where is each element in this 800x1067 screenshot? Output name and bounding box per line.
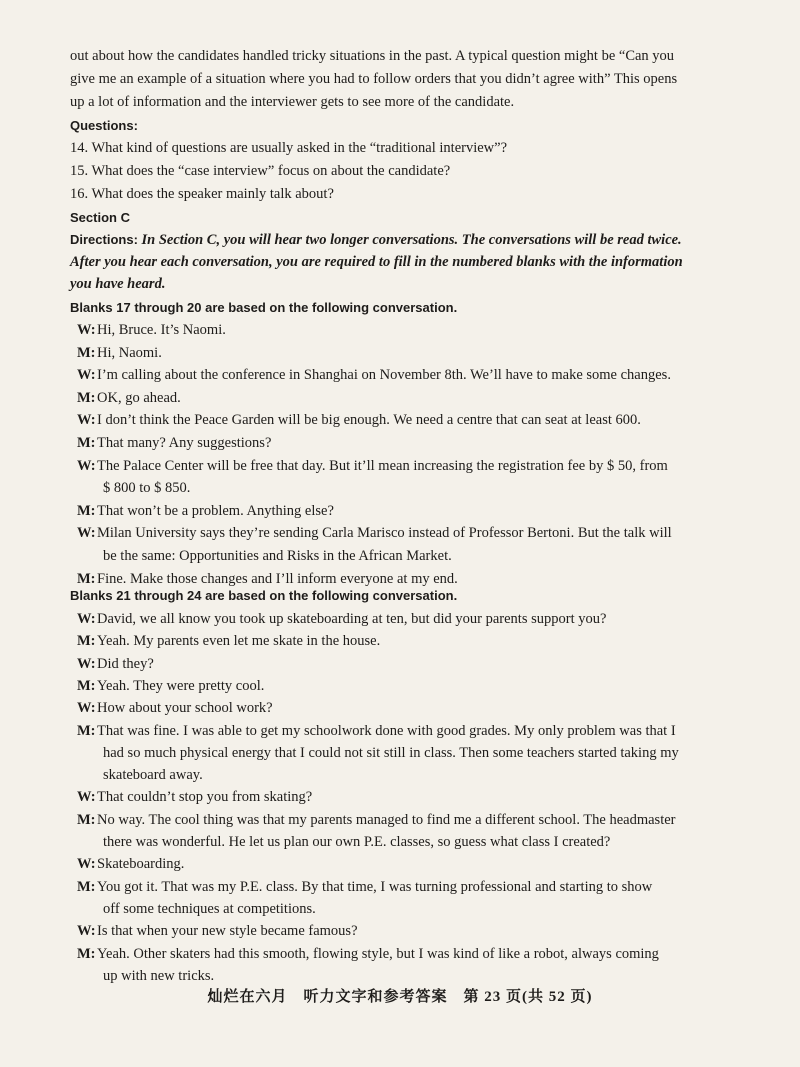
dialogue-line — [77, 631, 697, 651]
dialogue-line — [77, 365, 697, 385]
conv2-heading: Blanks 21 through 24 are based on the following conversation. — [70, 588, 458, 603]
dialogue-text: That won’t be a problem. Anything else? — [97, 502, 334, 519]
page-footer: 灿烂在六月 听力文字和参考答案 第 23 页(共 52 页) — [207, 989, 593, 1005]
directions-line-2: After you hear each conversation, you are required to fill in the numbered blanks with the information — [70, 254, 683, 270]
speaker-label: M: — [77, 945, 96, 962]
dialogue-line — [77, 787, 697, 807]
directions-line-3: you have heard. — [70, 276, 166, 292]
speaker-label: W: — [77, 789, 96, 806]
dialogue-line — [77, 523, 697, 543]
dialogue-line — [77, 478, 697, 498]
dialogue-line — [77, 944, 697, 964]
dialogue-line — [77, 433, 697, 453]
intro-line-3: up a lot of information and the interviewer gets to see more of the candidate. — [70, 94, 515, 110]
speaker-label: W: — [77, 856, 96, 873]
dialogue-line — [77, 765, 697, 785]
intro-line-2: give me an example of a situation where you had to follow orders that you didn’t agree with” This opens — [70, 71, 678, 87]
dialogue-text: off some techniques at competitions. — [103, 900, 316, 917]
dialogue-text: No way. The cool thing was that my parents managed to find me a different school. The headmaster — [97, 811, 676, 828]
dialogue-text: Milan University says they’re sending Carla Marisco instead of Professor Bertoni. But the talk will — [97, 525, 672, 542]
section-heading: Section C — [70, 210, 130, 225]
dialogue-text: That was fine. I was able to get my schoolwork done with good grades. My only problem was that I — [97, 722, 676, 739]
speaker-label: M: — [77, 570, 96, 587]
dialogue-line — [77, 654, 697, 674]
dialogue-text: Fine. Make those changes and I’ll inform everyone at my end. — [97, 570, 458, 587]
dialogue-line — [77, 899, 697, 919]
speaker-label: W: — [77, 367, 96, 384]
directions-line-1 — [70, 230, 690, 250]
dialogue-line — [77, 810, 697, 830]
dialogue-line — [77, 832, 697, 852]
dialogue-line — [77, 546, 697, 566]
dialogue-line — [77, 410, 697, 430]
dialogue-line — [77, 721, 697, 741]
directions-text-1: In Section C, you will hear two longer conversations. The conversations will be read twice. — [141, 232, 682, 248]
dialogue-line — [77, 877, 697, 897]
dialogue-text: skateboard away. — [103, 767, 203, 784]
speaker-label: W: — [77, 322, 96, 338]
dialogue-text: I’m calling about the conference in Shanghai on November 8th. We’ll have to make some changes. — [97, 367, 671, 384]
dialogue-line — [77, 676, 697, 696]
dialogue-text: OK, go ahead. — [97, 389, 181, 406]
directions-label: Directions: — [70, 232, 138, 247]
dialogue-line — [77, 343, 697, 363]
questions-heading: Questions: — [70, 118, 138, 133]
dialogue-line — [77, 501, 697, 521]
dialogue-text: The Palace Center will be free that day. But it’ll mean increasing the registration fee by $ 50, from — [97, 457, 668, 474]
dialogue-text: That couldn’t stop you from skating? — [97, 789, 313, 806]
dialogue-line — [77, 456, 697, 476]
dialogue-text: $ 800 to $ 850. — [103, 480, 191, 497]
dialogue-text: Skateboarding. — [97, 856, 185, 873]
dialogue-text: up with new tricks. — [103, 967, 215, 984]
speaker-label: W: — [77, 412, 96, 429]
dialogue-text: You got it. That was my P.E. class. By that time, I was turning professional and starting to show — [97, 878, 653, 895]
dialogue-text: Hi, Bruce. It’s Naomi. — [97, 322, 226, 338]
dialogue-text: Did they? — [97, 655, 154, 672]
question-14: 14. What kind of questions are usually asked in the “traditional interview”? — [70, 140, 508, 156]
dialogue-line — [77, 320, 697, 340]
intro-line-1: out about how the candidates handled tricky situations in the past. A typical question might be “Can you — [70, 48, 675, 64]
dialogue-line — [77, 966, 697, 986]
speaker-label: W: — [77, 700, 96, 717]
dialogue-text: That many? Any suggestions? — [97, 435, 272, 451]
conv1-heading: Blanks 17 through 20 are based on the following conversation. — [70, 300, 458, 315]
speaker-label: M: — [77, 811, 96, 828]
speaker-label: M: — [77, 633, 96, 650]
dialogue-line — [77, 609, 697, 629]
dialogue-line — [77, 743, 697, 763]
speaker-label: W: — [77, 923, 96, 940]
dialogue-text: Yeah. My parents even let me skate in the house. — [97, 633, 381, 650]
speaker-label: M: — [77, 878, 96, 895]
speaker-label: M: — [77, 435, 96, 451]
dialogue-text: be the same: Opportunities and Risks in the African Market. — [103, 548, 452, 564]
speaker-label: M: — [77, 677, 96, 694]
dialogue-text: Is that when your new style became famous? — [97, 923, 358, 940]
dialogue-text: David, we all know you took up skateboarding at ten, but did your parents support you? — [97, 611, 607, 627]
dialogue-text: there was wonderful. He let us plan our own P.E. classes, so guess what class I created? — [103, 834, 611, 850]
speaker-label: M: — [77, 389, 96, 406]
dialogue-line — [77, 388, 697, 408]
speaker-label: M: — [77, 722, 96, 739]
dialogue-text: Hi, Naomi. — [97, 344, 162, 361]
dialogue-line — [77, 921, 697, 941]
question-16: 16. What does the speaker mainly talk about? — [70, 186, 334, 202]
speaker-label: M: — [77, 344, 96, 361]
dialogue-line — [77, 698, 697, 718]
dialogue-text: had so much physical energy that I could not sit still in class. Then some teachers started taking my — [103, 744, 679, 761]
dialogue-line — [77, 854, 697, 874]
speaker-label: M: — [77, 502, 96, 519]
speaker-label: W: — [77, 525, 96, 542]
speaker-label: W: — [77, 611, 96, 627]
speaker-label: W: — [77, 655, 96, 672]
dialogue-text: Yeah. They were pretty cool. — [97, 677, 265, 694]
question-15: 15. What does the “case interview” focus on about the candidate? — [70, 163, 451, 179]
dialogue-text: Yeah. Other skaters had this smooth, flowing style, but I was kind of like a robot, always coming — [97, 945, 659, 962]
speaker-label: W: — [77, 457, 96, 474]
dialogue-text: I don’t think the Peace Garden will be big enough. We need a centre that can seat at least 600. — [97, 412, 641, 429]
dialogue-text: How about your school work? — [97, 700, 273, 717]
